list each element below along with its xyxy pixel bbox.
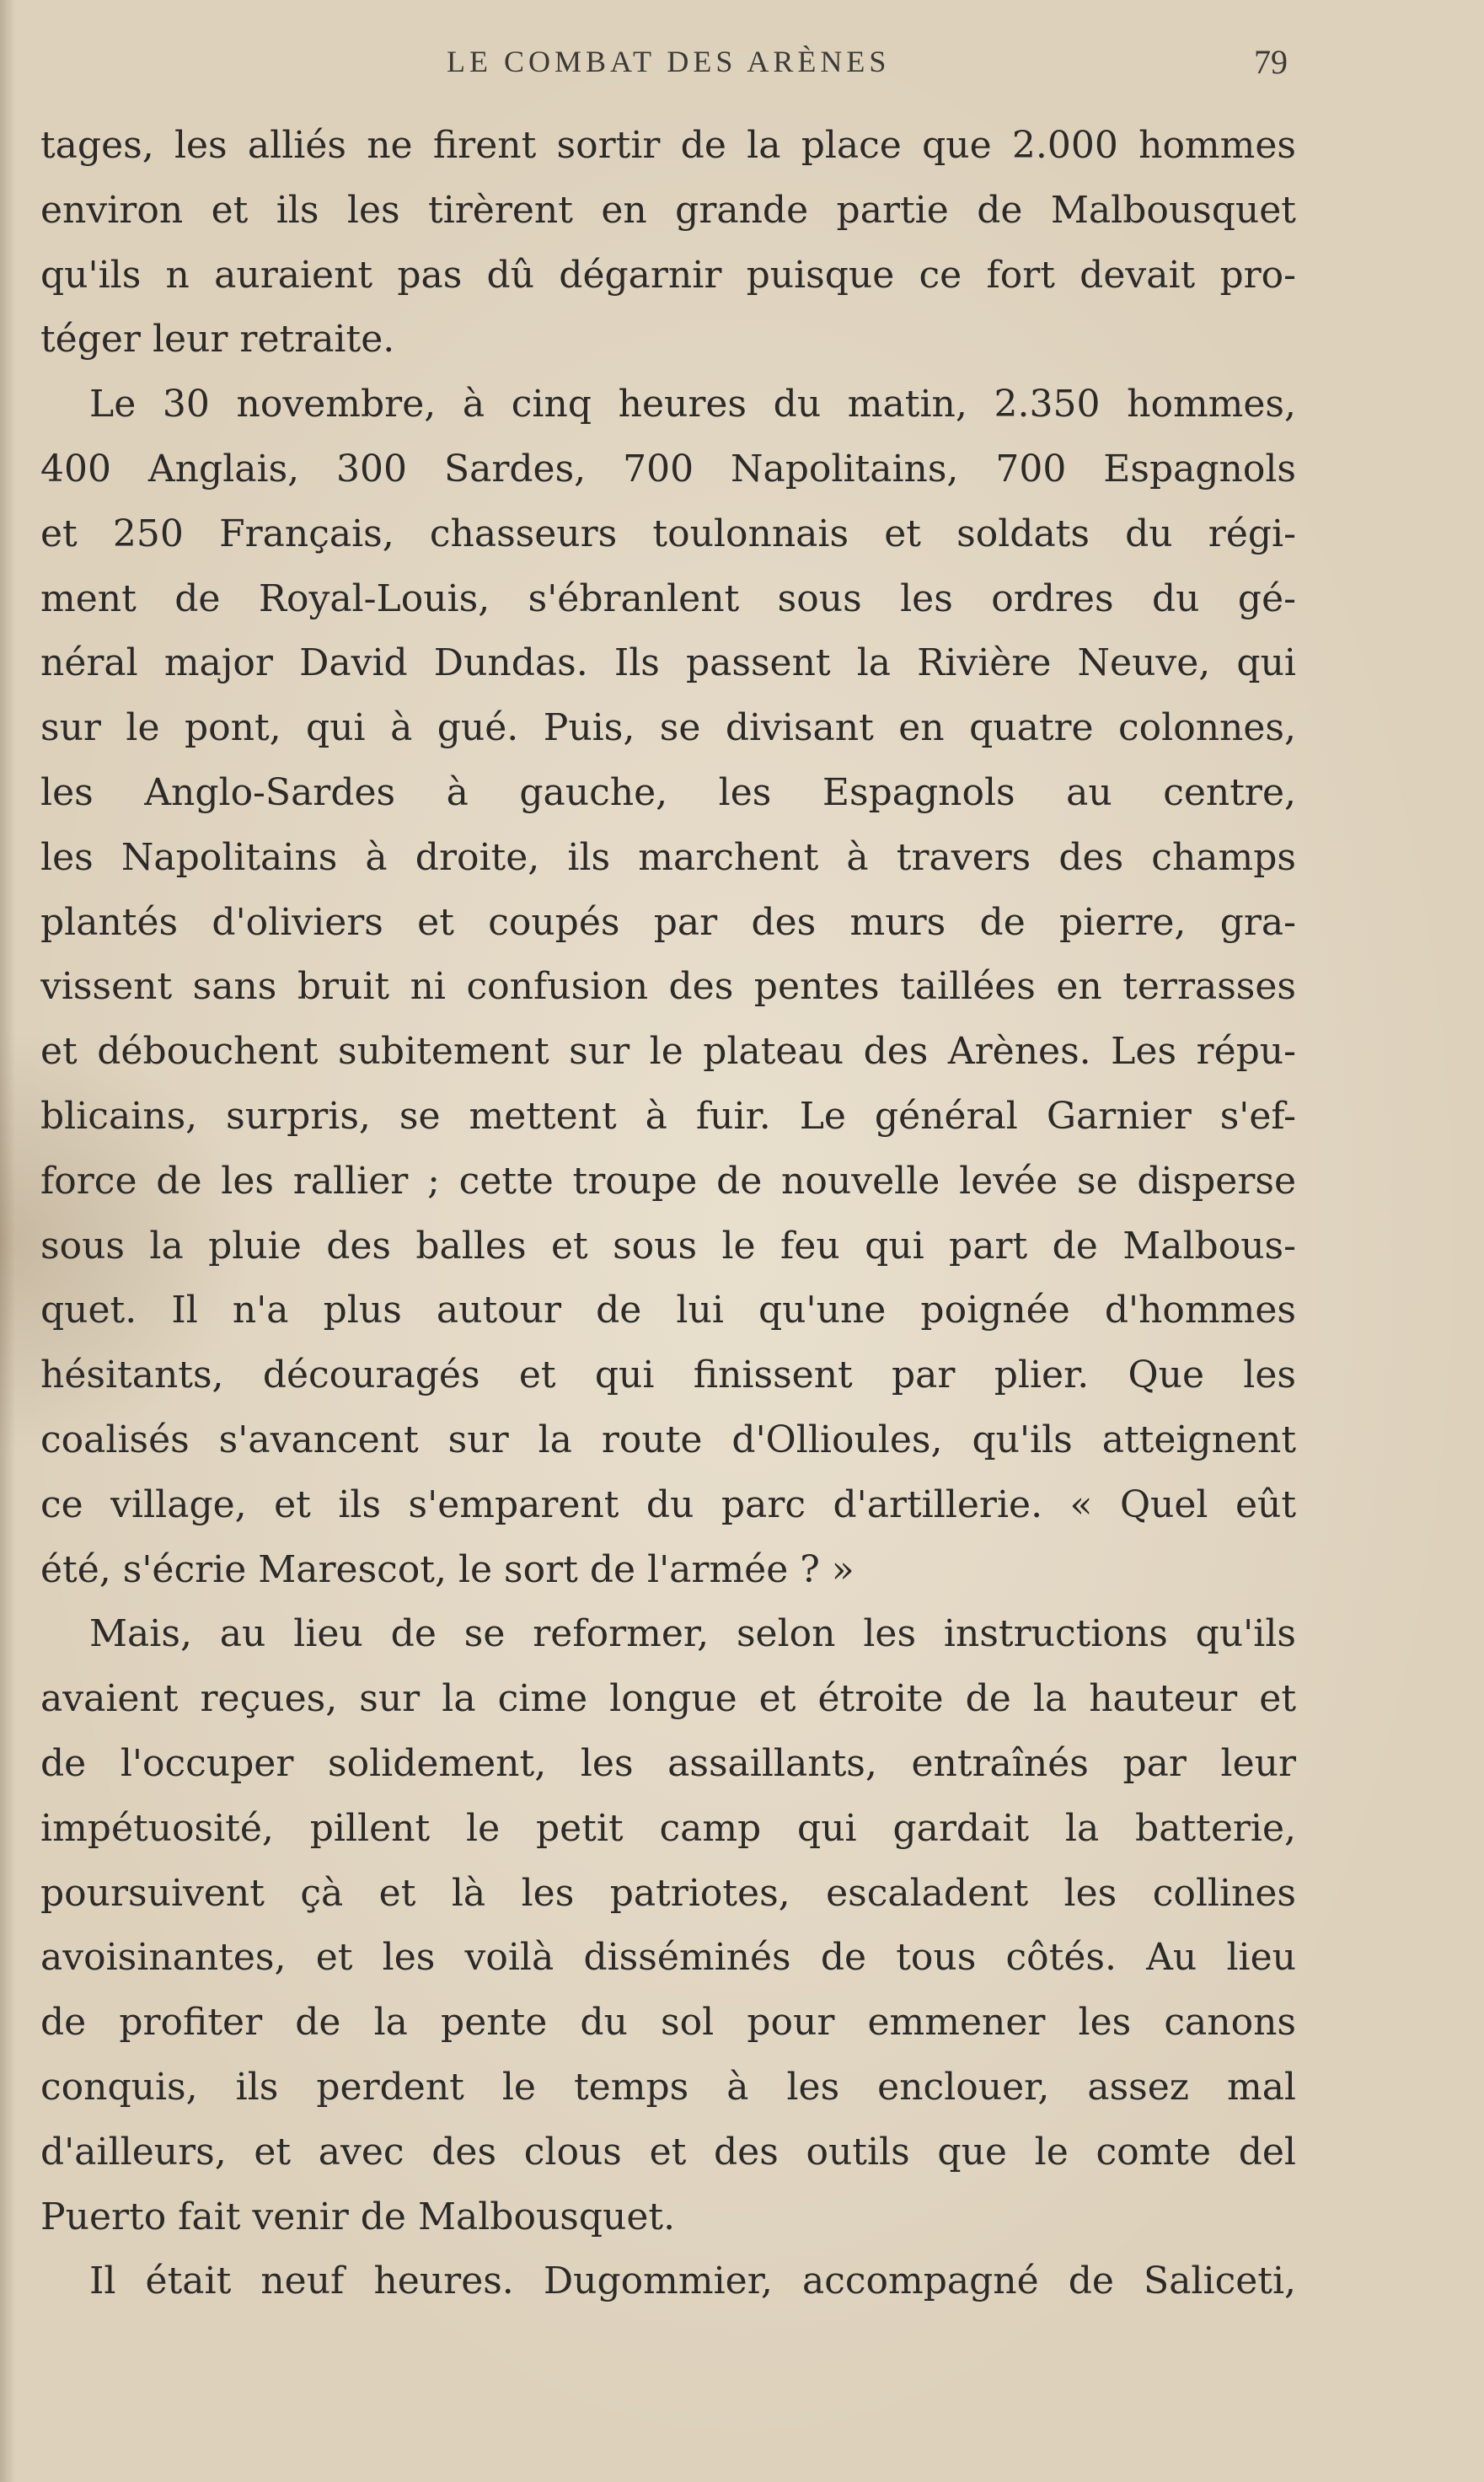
text-line: poursuivent çà et là les patriotes, escaladent les collines (40, 1871, 1296, 1915)
text-line: hésitants, découragés et qui finissent par plier. Que les (40, 1354, 1296, 1397)
text-line: Il était neuf heures. Dugommier, accompagné de Saliceti, (89, 2260, 1296, 2303)
text-line: conquis, ils perdent le temps à les enclouer, assez mal (40, 2065, 1296, 2109)
body-text (40, 114, 1296, 2314)
text-line: avoisinantes, et les voilà disséminés de tous côtés. Au lieu (40, 1936, 1296, 1980)
page-edge-shadow (0, 0, 15, 2482)
text-line: blicains, surpris, se mettent à fuir. Le général Garnier s'ef- (40, 1094, 1296, 1138)
text-line: qu'ils n auraient pas dû dégarnir puisque ce fort devait pro- (40, 253, 1296, 297)
text-line: plantés d'oliviers et coupés par des murs de pierre, gra- (40, 900, 1296, 944)
text-line: ce village, et ils s'emparent du parc d'artillerie. « Quel eût (40, 1482, 1296, 1526)
text-line: Le 30 novembre, à cinq heures du matin, 2.350 hommes, (89, 383, 1296, 426)
text-line: sous la pluie des balles et sous le feu qui part de Malbous- (40, 1224, 1296, 1268)
text-line: néral major David Dundas. Ils passent la Rivière Neuve, qui (40, 641, 1296, 685)
text-line: ment de Royal-Louis, s'ébranlent sous les ordres du gé- (40, 576, 1296, 620)
text-line: d'ailleurs, et avec des clous et des outils que le comte del (40, 2130, 1296, 2174)
text-line: environ et ils les tirèrent en grande partie de Malbousquet (40, 188, 1296, 232)
text-line: quet. Il n'a plus autour de lui qu'une poignée d'hommes (40, 1289, 1296, 1332)
text-line: tages, les alliés ne firent sortir de la place que 2.000 hommes (40, 124, 1296, 167)
page-number: 79 (1254, 43, 1288, 81)
running-title: LE COMBAT DES ARÈNES (447, 45, 891, 78)
text-line: les Napolitains à droite, ils marchent à travers des champs (40, 835, 1296, 879)
text-line: été, s'écrie Marescot, le sort de l'armée ? » (40, 1547, 855, 1591)
text-line: téger leur retraite. (40, 318, 395, 362)
text-line: Puerto fait venir de Malbousquet. (40, 2195, 676, 2238)
text-line: 400 Anglais, 300 Sardes, 700 Napolitains, 700 Espagnols (40, 447, 1296, 491)
text-line: Mais, au lieu de se reformer, selon les instructions qu'ils (89, 1612, 1296, 1656)
text-line: force de les rallier ; cette troupe de nouvelle levée se disperse (40, 1159, 1296, 1203)
text-line: sur le pont, qui à gué. Puis, se divisant en quatre colonnes, (40, 706, 1296, 750)
running-head (0, 44, 1484, 94)
text-line: impétuosité, pillent le petit camp qui gardait la batterie, (40, 1806, 1296, 1850)
text-line: et 250 Français, chasseurs toulonnais et soldats du régi- (40, 512, 1296, 555)
text-line: de l'occuper solidement, les assaillants, entraînés par leur (40, 1741, 1296, 1785)
text-line: avaient reçues, sur la cime longue et étroite de la hauteur et (40, 1677, 1296, 1721)
text-line: vissent sans bruit ni confusion des pentes taillées en terrasses (40, 965, 1296, 1009)
text-line: coalisés s'avancent sur la route d'Ollioules, qu'ils atteignent (40, 1418, 1296, 1461)
text-line: et débouchent subitement sur le plateau des Arènes. Les répu- (40, 1030, 1296, 1074)
text-line: les Anglo-Sardes à gauche, les Espagnols au centre, (40, 770, 1296, 814)
text-line: de profiter de la pente du sol pour emmener les canons (40, 2001, 1296, 2045)
